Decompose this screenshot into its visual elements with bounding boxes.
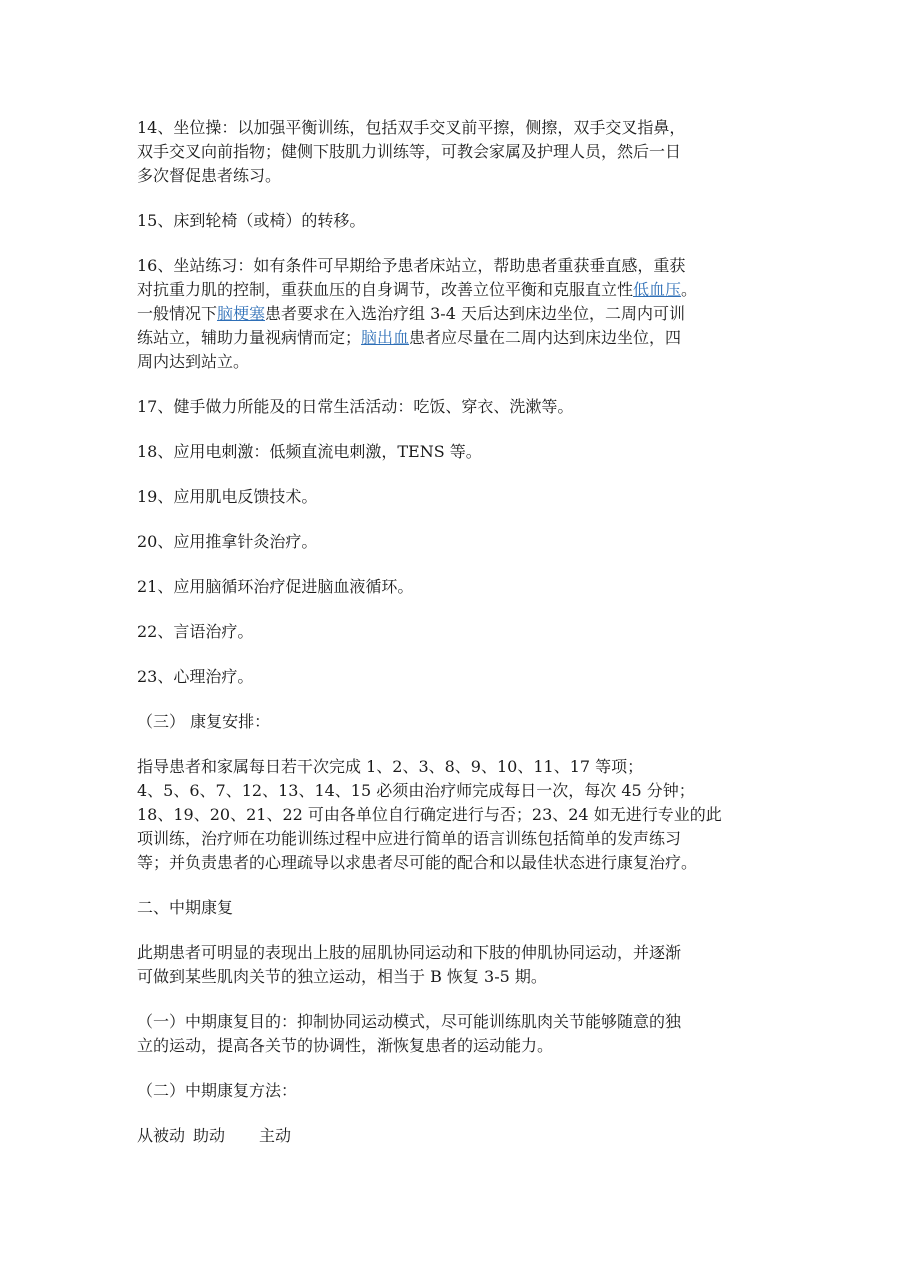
link-hypotension[interactable]: 低血压: [633, 280, 682, 299]
text-line: 可做到某些肌肉关节的独立运动，相当于 B 恢复 3-5 期。: [137, 967, 547, 986]
text-line: 此期患者可明显的表现出上肢的屈肌协同运动和下肢的伸肌协同运动，并逐渐: [137, 943, 682, 962]
section-heading-mid-method: （二）中期康复方法：: [137, 1081, 298, 1100]
text-line: 16、坐站练习：如有条件可早期给予患者床站立，帮助患者重获垂直感，重获: [137, 256, 686, 275]
text-line: 指导患者和家属每日若干次完成 1、2、3、8、9、10、11、17 等项；: [137, 757, 644, 776]
paragraph-mid-goal: [137, 1010, 777, 1058]
text-line: [137, 326, 777, 350]
paragraph-item-17: 17、健手做力所能及的日常生活活动：吃饭、穿衣、洗漱等。: [137, 397, 574, 416]
paragraph-mid-intro: [137, 941, 777, 989]
text-line: 4、5、6、7、12、13、14、15 必须由治疗师完成每日一次，每次 45 分钟；: [137, 781, 695, 800]
text-segment: 患者要求在入选治疗组 3-4 天后达到床边坐位，二周内可训: [265, 304, 685, 323]
paragraph-item-19: 19、应用肌电反馈技术。: [137, 487, 318, 506]
paragraph-item-15: 15、床到轮椅（或椅）的转移。: [137, 211, 366, 230]
paragraph-item-20: 20、应用推拿针灸治疗。: [137, 532, 318, 551]
text-segment: 患者应尽量在二周内达到床边坐位，四: [409, 328, 682, 347]
paragraph-item-21: 21、应用脑循环治疗促进脑血液循环。: [137, 577, 414, 596]
text-line: 立的运动，提高各关节的协调性，渐恢复患者的运动能力。: [137, 1036, 554, 1055]
text-line: [137, 302, 777, 326]
paragraph-item-14: [137, 116, 777, 188]
document-body: [137, 116, 777, 1169]
paragraph-item-18: 18、应用电刺激：低频直流电刺激，TENS 等。: [137, 442, 482, 461]
text-line: 双手交叉向前指物；健侧下肢肌力训练等，可教会家属及护理人员，然后一日: [137, 142, 682, 161]
section-heading-mid-rehab: 二、中期康复: [137, 898, 234, 917]
paragraph-progression: [137, 1124, 777, 1148]
text-line: （一）中期康复目的：抑制协同运动模式，尽可能训练肌肉关节能够随意的独: [137, 1012, 682, 1031]
text-segment: 助动: [193, 1126, 226, 1145]
link-cerebral-infarction[interactable]: 脑梗塞: [217, 304, 266, 323]
text-segment: 练站立，辅助力量视病情而定；: [137, 328, 362, 347]
text-line: 18、19、20、21、22 可由各单位自行确定进行与否；23、24 如无进行专业的此: [137, 805, 722, 824]
text-segment: 从被动: [137, 1126, 186, 1145]
link-cerebral-hemorrhage[interactable]: 脑出血: [361, 328, 410, 347]
paragraph-item-23: 23、心理治疗。: [137, 667, 254, 686]
paragraph-arrangement: [137, 755, 777, 875]
text-line: 周内达到站立。: [137, 352, 250, 371]
text-line: 多次督促患者练习。: [137, 166, 282, 185]
paragraph-item-16: [137, 254, 777, 374]
paragraph-item-22: 22、言语治疗。: [137, 622, 254, 641]
section-heading-arrangement: （三） 康复安排：: [137, 712, 271, 731]
text-line: 项训练，治疗师在功能训练过程中应进行简单的语言训练包括简单的发声练习: [137, 829, 682, 848]
text-segment: 对抗重力肌的控制，重获血压的自身调节，改善立位平衡和克服直立性: [137, 280, 634, 299]
text-line: 14、坐位操：以加强平衡训练，包括双手交叉前平擦，侧擦，双手交叉指鼻，: [137, 118, 686, 137]
text-line: [137, 278, 777, 302]
text-line: 等；并负责患者的心理疏导以求患者尽可能的配合和以最佳状态进行康复治疗。: [137, 853, 698, 872]
text-segment: 。: [681, 280, 698, 299]
text-segment: 一般情况下: [137, 304, 218, 323]
text-segment: 主动: [259, 1126, 292, 1145]
